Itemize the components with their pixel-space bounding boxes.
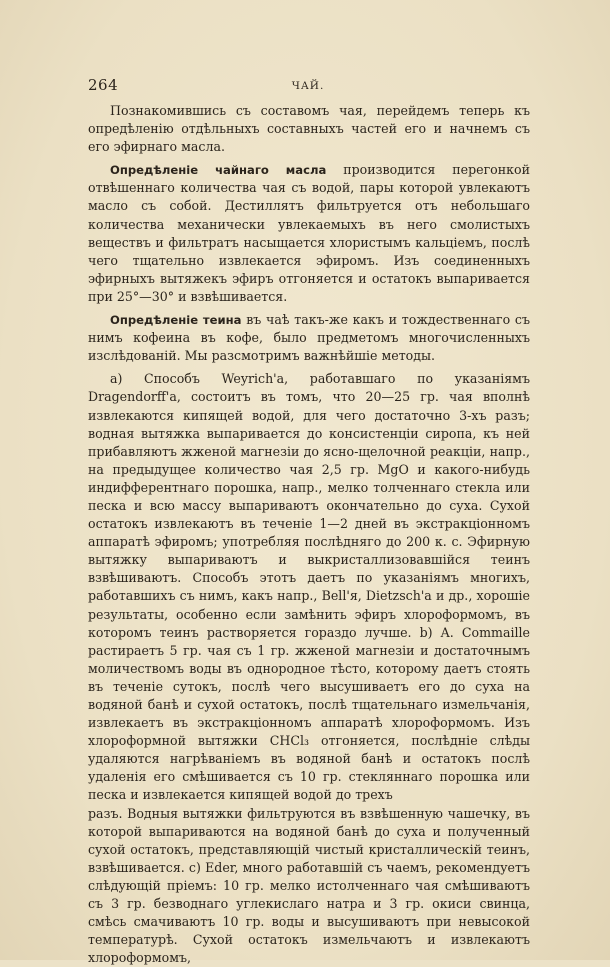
- paragraph-intro: [88, 102, 530, 156]
- paragraph-methods-continued: [88, 805, 530, 967]
- page-number: 264: [88, 76, 119, 94]
- paragraph-text: производится перегонкой отвѣшеннаго количества чая съ водой, пары которой увлекаютъ масло съ собой. Дестиллятъ фильтруется отъ небольшаго количества механически увлекаемыхъ въ него смолистыхъ веществъ и фильтратъ насыщается хлористымъ кальціемъ, послѣ чего тщательно извлекается эфиромъ. Изъ соединенныхъ эфирныхъ вытяжекъ эфиръ отгоняется и остатокъ выпаривается при 25°—30° и взвѣшивается.: [88, 162, 531, 304]
- section-heading-theine: Опредѣленіе теина: [110, 313, 242, 328]
- paragraph-text: въ чаѣ такъ-же какъ и тождественнаго съ нимъ кофеина въ кофе, было предметомъ многочисленныхъ изслѣдованій. Мы разсмотримъ важнѣйшіе методы.: [88, 312, 530, 364]
- paragraph-methods: [88, 370, 530, 804]
- body-text: [88, 102, 530, 967]
- section-heading-tea-oil: Опредѣленіе чайнаго масла: [110, 163, 327, 178]
- paragraph-text: разъ. Водныя вытяжки фильтруются въ взвѣшенную чашечку, въ которой выпариваются на водяной банѣ до суха и полученный сухой остатокъ, представляющій чистый кристаллическій теинъ, взвѣшивается. c) Eder, много работавшій съ чаемъ, рекомендуетъ слѣдующій пріемъ: 10 гр. мелко истолченнаго чая смѣшиваютъ съ 3 гр. безводнаго углекислаго натра и 3 гр. окиси свинца, смѣсь смачиваютъ 10 гр. воды и высушиваютъ при невысокой температурѣ. Сухой остатокъ измельчаютъ и извлекаютъ хлороформомъ,: [88, 805, 530, 966]
- paragraph-tea-oil: [88, 161, 530, 306]
- paragraph-text: Познакомившись съ составомъ чая, перейдемъ теперь къ опредѣленію отдѣльныхъ составныхъ частей его и начнемъ съ его эфирнаго масла.: [88, 103, 530, 155]
- page-header: [88, 76, 528, 96]
- paragraph-text: а) Способъ Weyrich'а, работавшаго по указаніямъ Dragendorff'а, состоитъ въ томъ, что 20—25 гр. чая вполнѣ извлекаются кипящей водой, для чего достаточно 3-хъ разъ; водная вытяжка выпаривается до консистенціи сиропа, къ ней прибавляютъ жженой магнезіи до ясно-щелочной реакціи, напр., на предыдущее количество чая 2,5 гр. MgO и какого-нибудь индифферентнаго порошка, напр., мелко толченнаго стекла или песка и всю массу выпариваютъ окончательно до суха. Сухой остатокъ извлекаютъ въ теченіе 1—2 дней въ экстракціонномъ аппаратѣ эфиромъ; употребляя послѣдняго до 200 к. с. Эфирную вытяжку выпариваютъ и выкристаллизовавшійся теинъ взвѣшиваютъ. Способъ этотъ даетъ по указаніямъ многихъ, работавшихъ съ нимъ, какъ напр., Bell'я, Dietzsch'а и др., хорошіе результаты, особенно если замѣнить эфиръ хлороформомъ, въ которомъ теинъ растворяется гораздо лучше. b) A. Commaille растираетъ 5 гр. чая съ 1 гр. жженой магнезіи и достаточнымъ моличествомъ воды въ однородное тѣсто, которому даетъ стоять въ теченіе сутокъ, послѣ чего высушиваетъ его до суха на водяной банѣ и сухой остатокъ, послѣ тщательнаго измельчанія, извлекаетъ въ экстракціонномъ аппаратѣ хлороформомъ. Изъ хлороформной вытяжки CHCl₃ отгоняется, послѣдніе слѣды удаляются нагрѣваніемъ въ водяной банѣ и остатокъ послѣ удаленія его смѣшивается съ 10 гр. стекляннаго порошка или песка и извлекается кипящей водой до трехъ: [88, 371, 530, 803]
- running-title: ЧАЙ.: [291, 80, 325, 92]
- paragraph-theine: [88, 311, 530, 365]
